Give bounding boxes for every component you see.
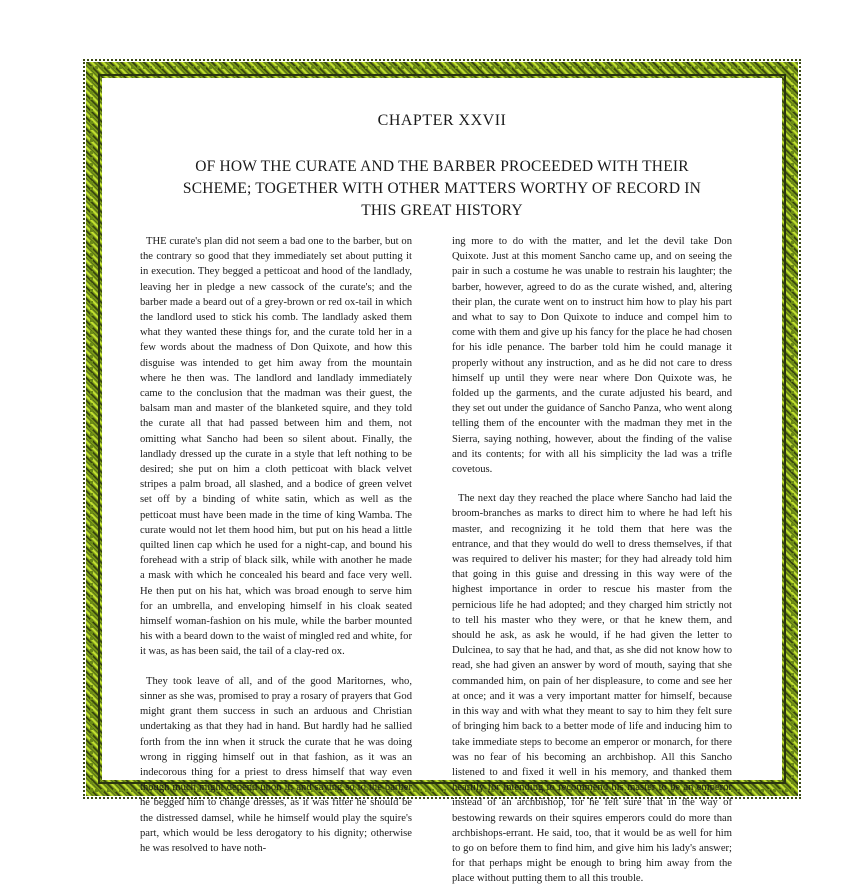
paragraph: THE curate's plan did not seem a bad one to the barber, but on the contrary so good that they immediately set about putting it in execution. They begged a petticoat and hood of the landlady, leaving her in pledge a new cassock of the curate's; and the barber made a beard out of a grey-brown or red ox-tail in which the landlord used to stick his comb. The landlady asked them what they wanted these things for, and the curate told her in a few words about the madness of Don Quixote, and how this disguise was intended to get him away from the mountain where he then was. The landlord and landlady immediately came to the conclusion that the madman was their guest, the balsam man and master of the blanketed squire, and they told the curate all that had passed between him and them, not omitting what Sancho had been so silent about. Finally, the landlady dressed up the curate in a style that left nothing to be desired; she put on him a cloth petticoat with black velvet stripes a palm broad, all slashed, and a bodice of green velvet set off by a binding of white satin, which as well as the petticoat must have been made in the time of king Wamba. The curate would not let them hood him, but put on his head a little quilted linen cap which he used for a night-cap, and bound his forehead with a strip of black silk, while with another he made a mask with which he concealed his beard and face very well. He then put on his hat, which was broad enough to serve him for an umbrella, and enveloping himself in his cloak seated himself woman-fashion on his mule, while the barber mounted his with a beard down to the waist of mingled red and white, for it was, as has been said, the tail of a clay-red ox.	[140, 236, 412, 658]
chapter-title: OF HOW THE CURATE AND THE BARBER PROCEEDED WITH THEIR SCHEME; TOGETHER WITH OTHER MATTERS WORTHY OF RECORD IN THIS GREAT HISTORY	[182, 158, 702, 219]
text-column-right	[452, 234, 732, 887]
paragraph: ing more to do with the matter, and let the devil take Don Quixote. Just at this moment Sancho came up, and on seeing the pair in such a costume he was unable to restrain his laughter; the barber, however, agreed to do as the curate wished, and, altering their plan, the curate went on to instruct him how to play his part and what to say to Don Quixote to induce and compel him to come with them and give up his fancy for the place he had chosen for his idle penance. The barber told him he could manage it properly without any instruction, and as he did not care to dress himself up until they were near where Don Quixote was, he folded up the garments, and the curate adjusted his beard, and they set out under the guidance of Sancho Panza, who went along telling them of the encounter with the madman they met in the Sierra, saying nothing, however, about the finding of the valise and its contents; for with all his simplicity the lad was a trifle covetous.	[452, 236, 732, 476]
book-page	[104, 82, 780, 885]
text-column-left	[140, 234, 412, 856]
chapter-number: CHAPTER XXVII	[377, 112, 507, 129]
paragraph: They took leave of all, and of the good Maritornes, who, sinner as she was, promised to pray a rosary of prayers that God might grant them success in such an arduous and Christian undertaking as that they had in hand. But hardly had he sallied forth from the inn when it struck the curate that he was doing wrong in rigging himself out in that fashion, as it was an indecorous thing for a priest to dress himself that way even though much might depend upon it; and saying so to the barber he begged him to change dresses, as it was fitter he should be the distressed damsel, while he himself would play the squire's part, which would be less derogatory to his dignity; otherwise he was resolved to have noth-	[140, 675, 412, 854]
paragraph: The next day they reached the place where Sancho had laid the broom-branches as marks to direct him to where he had left his master, and recognizing it he told them that here was the entrance, and that they would do well to dress themselves, if that was required to deliver his master; for they had already told him that going in this guise and dressing in this way were of the highest importance in order to rescue his master from the pernicious life he had adopted; and they charged him strictly not to tell his master who they were, or that he knew them, and should he ask, as ask he would, if he had given the letter to Dulcinea, to say that he had, and that, as she did not know how to read, she had given an answer by word of mouth, saying that she commanded him, on pain of her displeasure, to come and see her at once; and it was a very important matter for himself, because in this way and with what they meant to say to him they felt sure of bringing him back to a better mode of life and inducing him to take immediate steps to become an emperor or monarch, for there was no fear of his becoming an archbishop. All this Sancho listened to and fixed it well in his memory, and thanked them heartily for intending to recommend his master to be an emperor instead of an archbishop, for he felt sure that in the way of bestowing rewards on their squires emperors could do more than archbishops-errant. He said, too, that it would be as well for him to go on before them to find him, and give him his lady's answer; for that perhaps might be enough to bring him away from the place without putting them to all this trouble.	[452, 493, 732, 885]
